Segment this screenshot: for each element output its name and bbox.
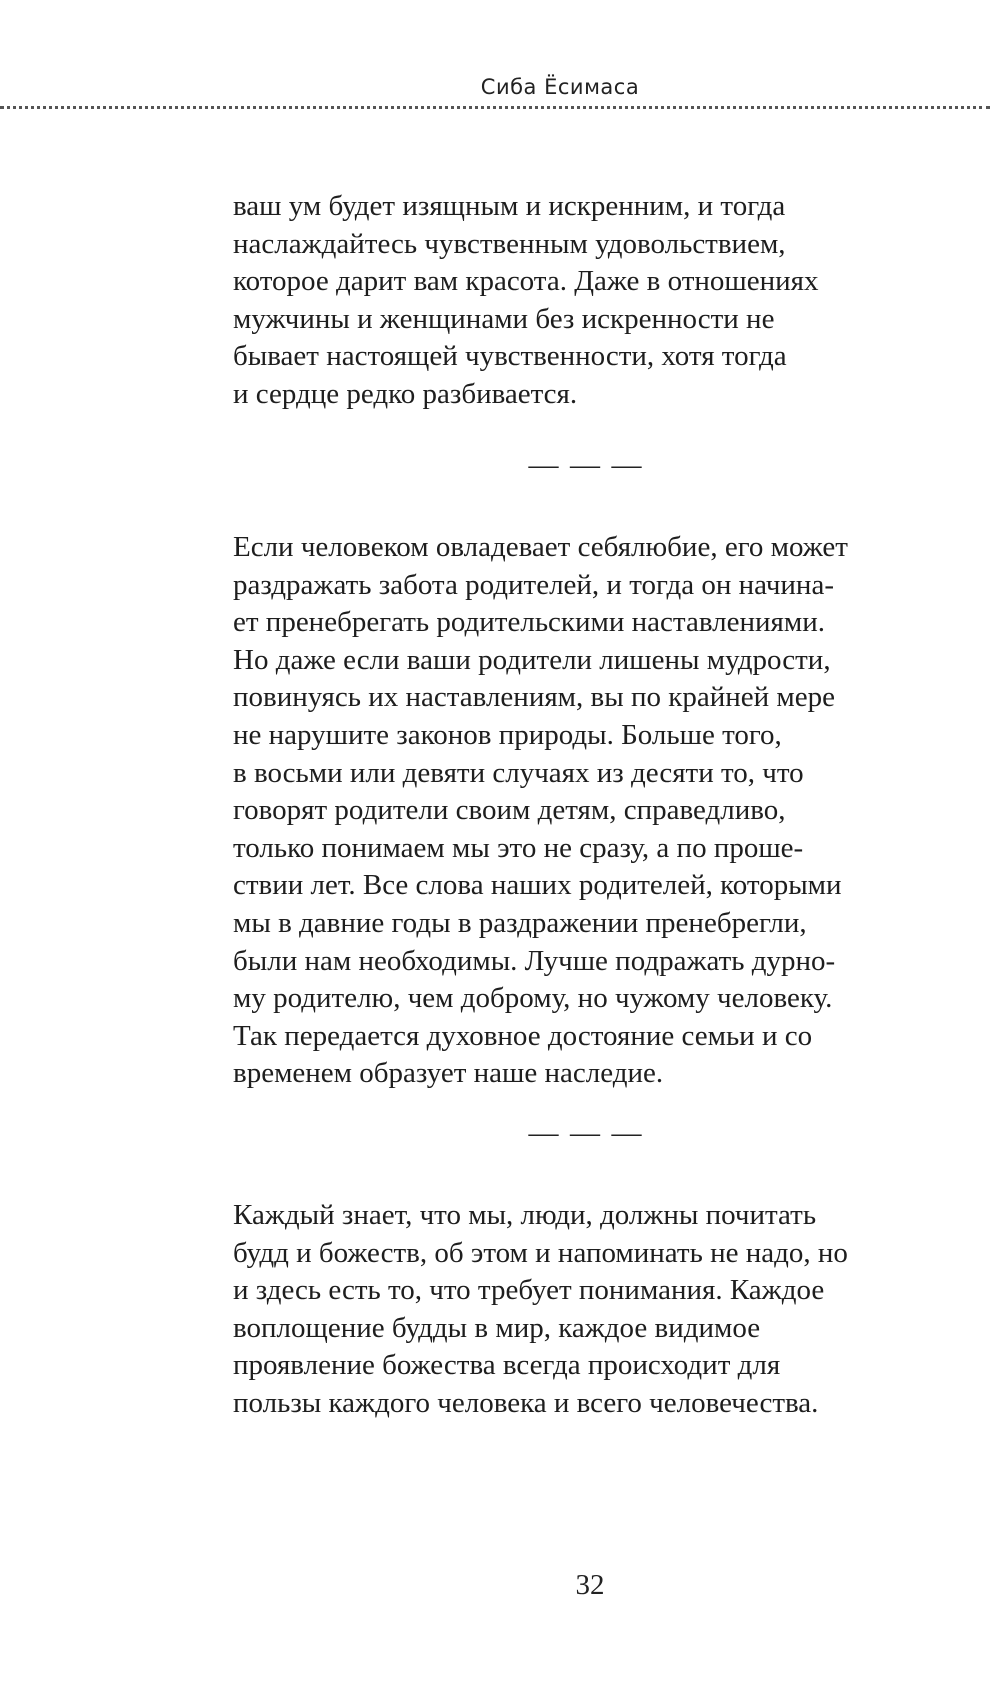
text-line: не нарушите законов природы. Больше того, bbox=[233, 718, 782, 751]
text-line: проявление божества всегда происходит для bbox=[233, 1349, 781, 1382]
text-line: мы в давние годы в раздражении пренебрегли, bbox=[233, 906, 807, 939]
text-line: которое дарит вам красота. Даже в отношениях bbox=[233, 265, 819, 298]
text-line: ет пренебрегать родительскими наставлениями. bbox=[233, 606, 825, 639]
text-line: говорят родители своим детям, справедливо, bbox=[233, 794, 786, 827]
text-line: мужчины и женщинами без искренности не bbox=[233, 302, 775, 335]
header-dotted-rule bbox=[0, 106, 990, 109]
text-line: ваш ум будет изящным и искренним, и тогда bbox=[233, 190, 786, 222]
running-header bbox=[0, 75, 1000, 99]
running-title: Сиба Ёсимаса bbox=[480, 75, 640, 99]
text-line: Если человеком овладевает себялюбие, его может bbox=[233, 531, 848, 563]
text-line: были нам необходимы. Лучше подражать дурно- bbox=[233, 944, 836, 977]
paragraph-3 bbox=[233, 1197, 973, 1423]
text-line: повинуясь их наставлениям, вы по крайней мере bbox=[233, 681, 835, 714]
paragraph-2 bbox=[233, 529, 973, 1093]
text-line: временем образует наше наследие. bbox=[233, 1057, 664, 1090]
section-separator bbox=[0, 1116, 1000, 1150]
text-line: наслаждайтесь чувственным удовольствием, bbox=[233, 227, 786, 260]
text-line: Каждый знает, что мы, люди, должны почитать bbox=[233, 1199, 817, 1231]
text-line: воплощение будды в мир, каждое видимое bbox=[233, 1311, 761, 1344]
text-line: только понимаем мы это не сразу, а по проше- bbox=[233, 831, 804, 864]
text-line: Так передается духовное достояние семьи и со bbox=[233, 1019, 813, 1052]
text-line: Но даже если ваши родители лишены мудрости, bbox=[233, 643, 831, 676]
text-line: раздражать забота родителей, и тогда он начина- bbox=[233, 568, 834, 601]
text-line: и сердце редко разбивается. bbox=[233, 377, 578, 410]
paragraph-1 bbox=[233, 188, 973, 414]
text-line: и здесь есть то, что требует понимания. Каждое bbox=[233, 1274, 825, 1307]
text-line: пользы каждого человека и всего человечества. bbox=[233, 1386, 819, 1419]
text-line: будд и божеств, об этом и напоминать не надо, но bbox=[233, 1236, 848, 1269]
page-number bbox=[0, 1569, 1000, 1602]
separator-dashes: — — — bbox=[528, 1116, 644, 1149]
page-number-value: 32 bbox=[575, 1569, 605, 1601]
section-separator bbox=[0, 448, 1000, 482]
text-line: в восьми или девяти случаях из десяти то, что bbox=[233, 756, 804, 789]
text-line: ствии лет. Все слова наших родителей, которыми bbox=[233, 869, 842, 902]
text-line: му родителю, чем доброму, но чужому человеку. bbox=[233, 982, 833, 1015]
text-line: бывает настоящей чувственности, хотя тогда bbox=[233, 340, 787, 373]
separator-dashes: — — — bbox=[528, 448, 644, 481]
